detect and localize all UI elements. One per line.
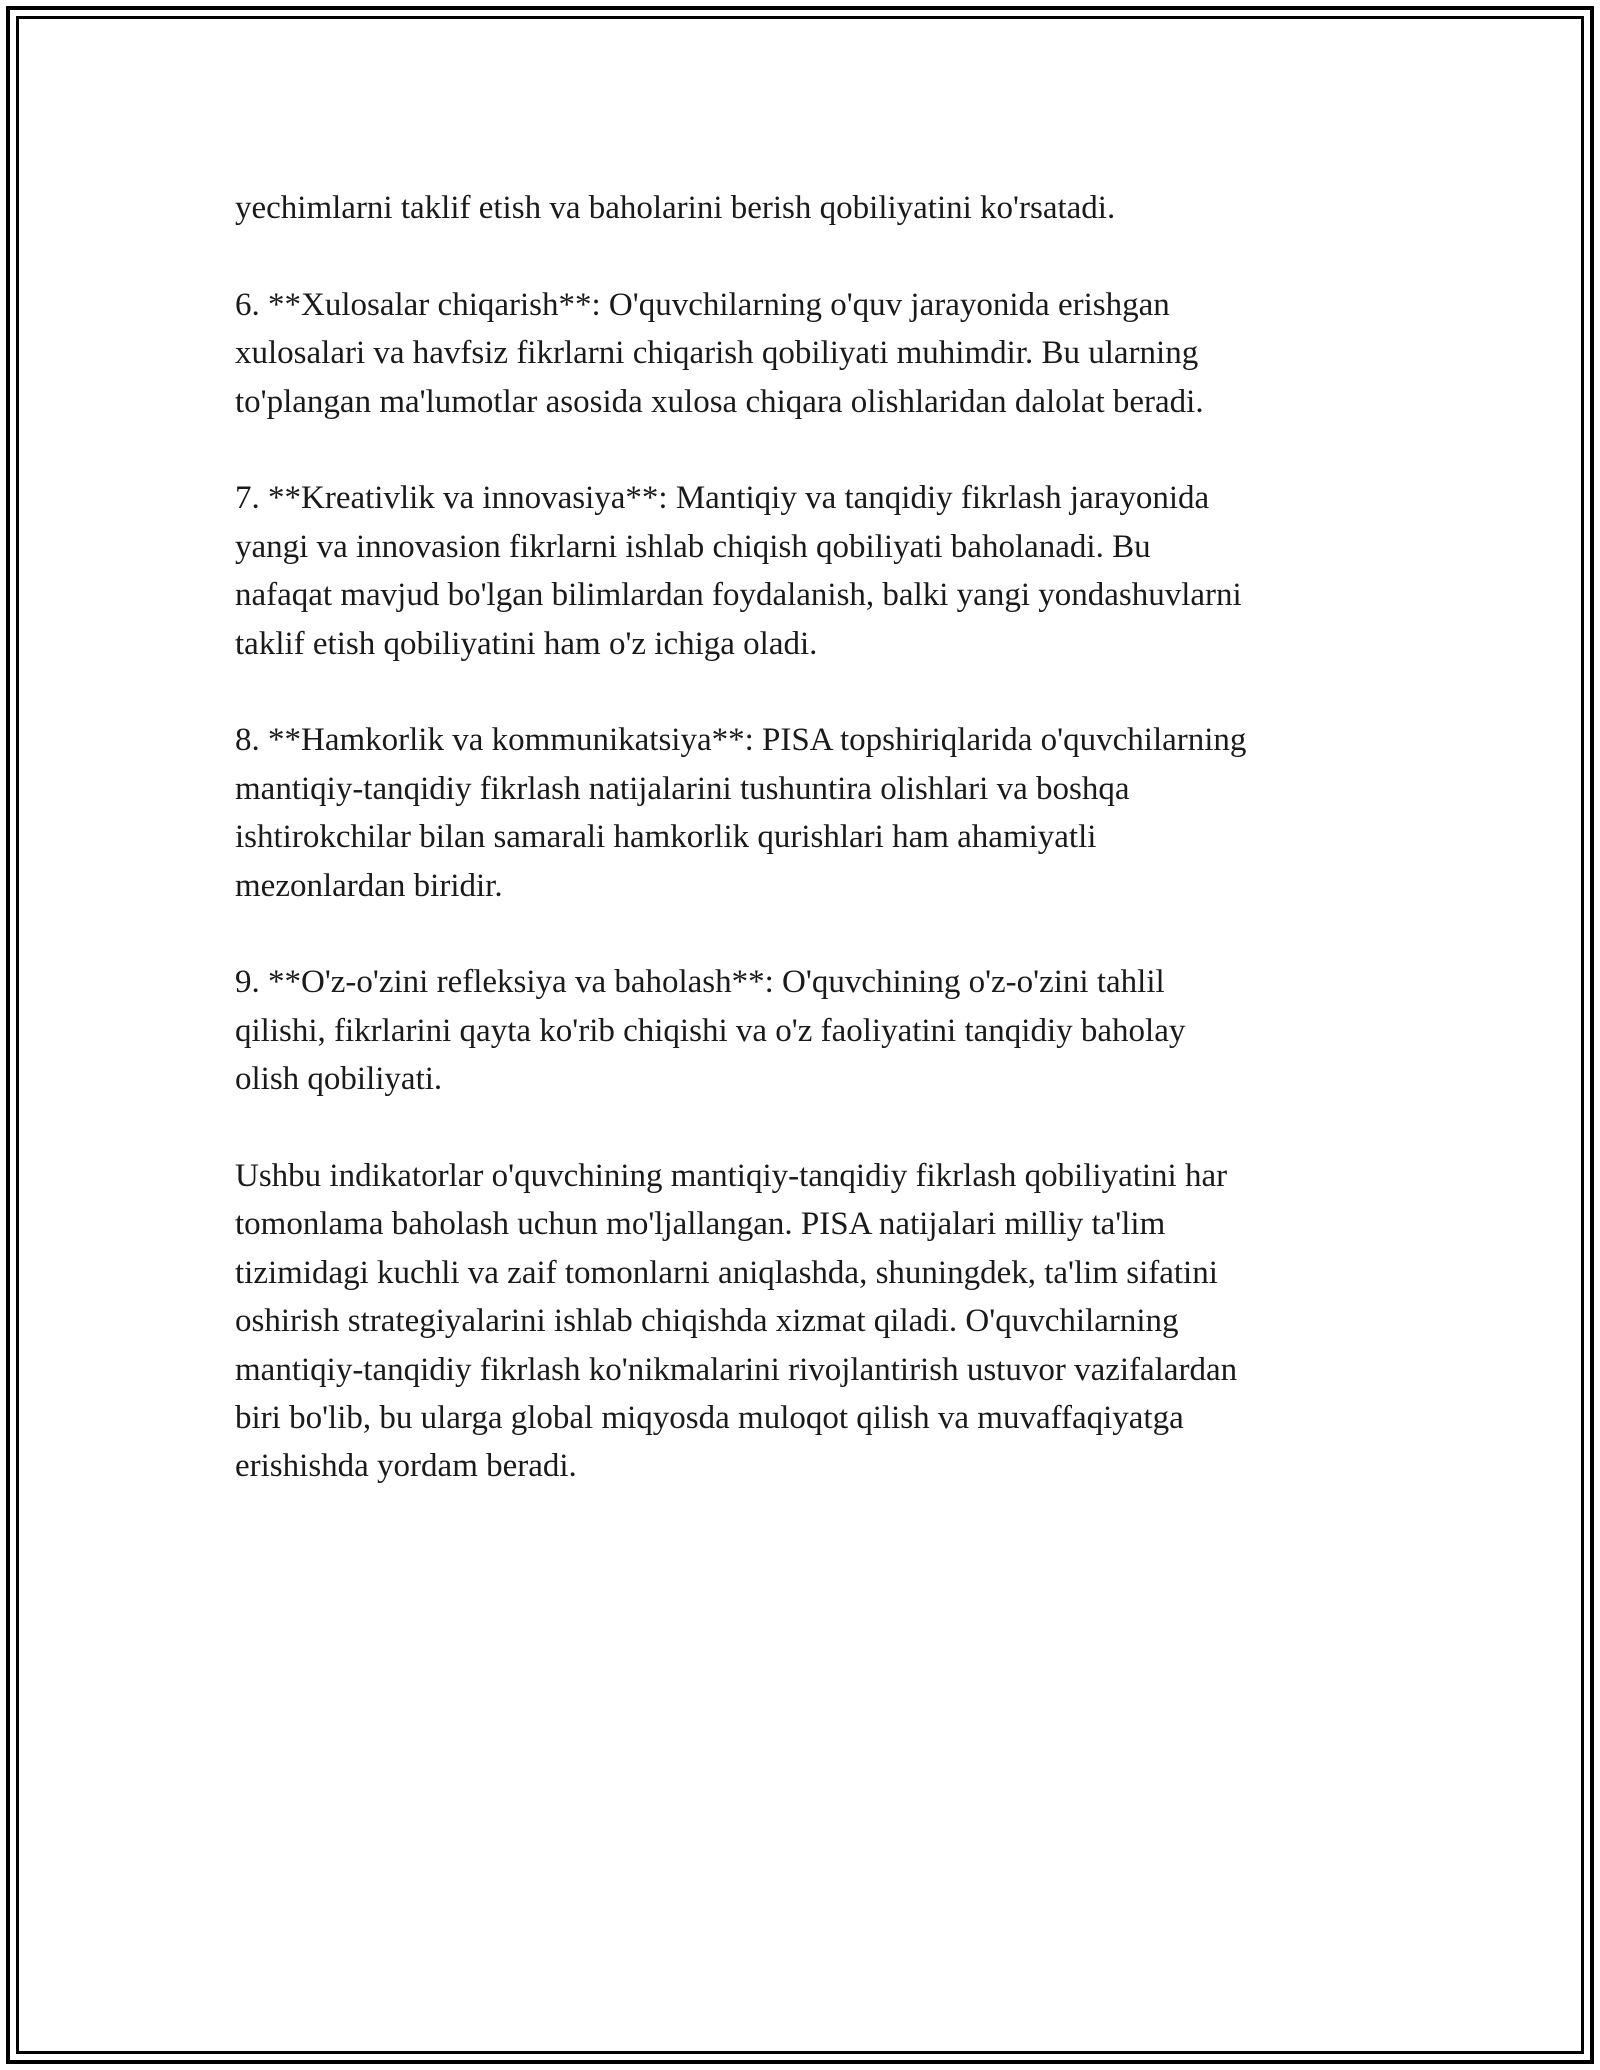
text-line: 7. **Kreativlik va innovasiya**: Mantiqiy va tanqidiy fikrlash jarayonida: [235, 480, 1210, 517]
text-line: olish qobiliyati.: [235, 1061, 443, 1098]
document-body: [235, 184, 1395, 1539]
text-line: yangi va innovasion fikrlarni ishlab chiqish qobiliyati baholanadi. Bu: [235, 528, 1151, 565]
paragraph-continuation: [235, 184, 1395, 232]
text-line: tomonlama baholash uchun mo'ljallangan. PISA natijalari milliy ta'lim: [235, 1206, 1166, 1243]
text-line: nafaqat mavjud bo'lgan bilimlardan foydalanish, balki yangi yondashuvlarni: [235, 577, 1242, 614]
text-line: 9. **O'z-o'zini refleksiya va baholash**: O'quvchining o'z-o'zini tahlil: [235, 964, 1165, 1001]
text-line: Ushbu indikatorlar o'quvchining mantiqiy-tanqidiy fikrlash qobiliyatini har: [235, 1158, 1228, 1195]
text-line: taklif etish qobiliyatini ham o'z ichiga oladi.: [235, 625, 818, 662]
text-line: xulosalari va havfsiz fikrlarni chiqarish qobiliyati muhimdir. Bu ularning: [235, 335, 1199, 372]
text-line: 8. **Hamkorlik va kommunikatsiya**: PISA topshiriqlarida o'quvchilarning: [235, 722, 1247, 759]
paragraph-item-7: [235, 474, 1395, 668]
text-line: tizimidagi kuchli va zaif tomonlarni aniqlashda, shuningdek, ta'lim sifatini: [235, 1254, 1218, 1291]
text-line: mantiqiy-tanqidiy fikrlash ko'nikmalarini rivojlantirish ustuvor vazifalardan: [235, 1351, 1238, 1388]
paragraph-item-8: [235, 716, 1395, 910]
paragraph-item-6: [235, 281, 1395, 426]
text-line: yechimlarni taklif etish va baholarini berish qobiliyatini ko'rsatadi.: [235, 190, 1116, 226]
text-line: oshirish strategiyalarini ishlab chiqishda xizmat qiladi. O'quvchilarning: [235, 1303, 1179, 1340]
text-line: mezonlardan biridir.: [235, 867, 503, 904]
text-line: biri bo'lib, bu ularga global miqyosda muloqot qilish va muvaffaqiyatga: [235, 1400, 1184, 1437]
text-line: to'plangan ma'lumotlar asosida xulosa chiqara olishlaridan dalolat beradi.: [235, 383, 1204, 420]
paragraph-conclusion: [235, 1152, 1395, 1491]
text-line: mantiqiy-tanqidiy fikrlash natijalarini tushuntira olishlari va boshqa: [235, 770, 1130, 807]
text-line: 6. **Xulosalar chiqarish**: O'quvchilarning o'quv jarayonida erishgan: [235, 286, 1170, 323]
text-line: erishishda yordam beradi.: [235, 1448, 577, 1485]
text-line: ishtirokchilar bilan samarali hamkorlik qurishlari ham ahamiyatli: [235, 819, 1097, 856]
paragraph-item-9: [235, 958, 1395, 1103]
text-line: qilishi, fikrlarini qayta ko'rib chiqishi va o'z faoliyatini tanqidiy baholay: [235, 1012, 1186, 1049]
